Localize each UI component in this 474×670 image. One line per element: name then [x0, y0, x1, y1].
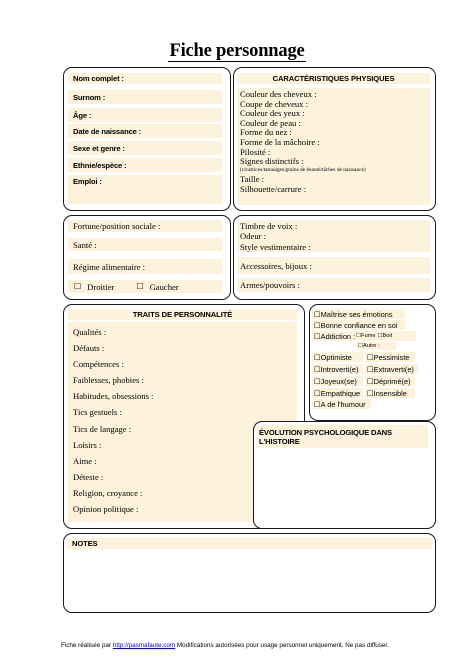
- weaknesses-label: Faiblesses, phobies :: [73, 375, 144, 386]
- page-title: [0, 41, 474, 62]
- likes-label: Aime :: [73, 455, 97, 466]
- birth-date-field[interactable]: Date de naissance :: [68, 124, 222, 138]
- title-text: Fiche personnage: [169, 41, 305, 61]
- build-label: Silhouette/carrure :: [240, 183, 307, 194]
- personality-header: TRAITS DE PERSONNALITÉ: [68, 309, 297, 320]
- nickname-field[interactable]: Surnom :: [68, 90, 222, 104]
- checkbox-icon[interactable]: ☐: [367, 388, 374, 398]
- job-field[interactable]: Emploi :: [68, 175, 222, 204]
- ethnicity-field[interactable]: Ethnie/espèce :: [68, 158, 222, 172]
- checkbox-icon[interactable]: ☐: [136, 282, 144, 291]
- drinks-label: Boit: [382, 333, 393, 339]
- checkbox-icon[interactable]: ☐: [314, 376, 321, 386]
- trait-mastery[interactable]: ☐ Maîtrise ses émotions: [312, 309, 405, 319]
- smokes-label: Fume: [361, 333, 376, 339]
- footer-link[interactable]: http://pasmafaute.com: [112, 642, 176, 649]
- jaw-shape-label: Forme de la mâchoire :: [240, 136, 320, 147]
- full-name-field[interactable]: Nom complet :: [68, 73, 222, 84]
- health-field[interactable]: Santé :: [68, 238, 222, 251]
- trait-joyful[interactable]: ☐ Joyeux(se): [312, 376, 363, 386]
- haircut-label: Coupe de cheveux :: [240, 98, 309, 109]
- fortune-field[interactable]: Fortune/position sociale :: [68, 220, 222, 232]
- physical-fields[interactable]: [237, 88, 430, 205]
- footer: Fiche réalisée par http://pasmafaute.com Modifications autorisées pour usage personnel uniquement. Ne pas diffuser.: [61, 642, 389, 649]
- checkbox-icon[interactable]: ☐: [314, 309, 321, 319]
- habits-label: Habitudes, obsessions :: [73, 391, 154, 402]
- trait-confidence[interactable]: ☐ Bonne confiance en soi: [312, 320, 405, 330]
- checkbox-icon[interactable]: ☐: [74, 282, 82, 291]
- accessories-field[interactable]: Accessoires, bijoux :: [237, 257, 430, 274]
- checkbox-icon[interactable]: ☐: [358, 343, 364, 349]
- sex-gender-field[interactable]: Sexe et genre :: [68, 141, 222, 155]
- eye-color-label: Couleur des yeux :: [240, 108, 305, 119]
- left-handed-label: Gaucher: [149, 281, 179, 292]
- trait-introvert[interactable]: ☐ Introverti(e): [312, 364, 363, 374]
- hairiness-label: Pilosité :: [240, 146, 271, 157]
- checkbox-icon[interactable]: ☐: [314, 399, 321, 409]
- handedness-row: [68, 280, 222, 293]
- checkbox-icon[interactable]: ☐: [367, 352, 374, 362]
- nose-shape-label: Forme du nez :: [240, 127, 292, 138]
- trait-other[interactable]: ☐ Autre :: [356, 342, 396, 350]
- trait-empathic[interactable]: ☐ Empathique: [312, 388, 363, 398]
- checkbox-icon[interactable]: ☐: [314, 331, 321, 341]
- qualities-label: Qualités :: [73, 327, 107, 337]
- verbal-tics-label: Tics de langage :: [73, 423, 132, 434]
- trait-optimist[interactable]: ☐ Optimiste: [312, 352, 363, 362]
- height-label: Taille :: [240, 173, 264, 184]
- physical-header: CARACTÉRISTIQUES PHYSIQUES: [237, 73, 430, 84]
- trait-insensitive[interactable]: ☐ Insensible: [365, 388, 415, 398]
- distinctive-signs-label: Signes distinctifs :: [240, 156, 304, 167]
- checkbox-icon[interactable]: ☐: [367, 376, 374, 386]
- evolution-header: ÉVOLUTION PSYCHOLOGIQUE DANS L'HISTOIRE: [257, 425, 428, 448]
- gestural-tics-label: Tics gestuels :: [73, 407, 122, 418]
- checkbox-icon[interactable]: ☐: [314, 352, 321, 362]
- hair-color-label: Couleur des cheveux :: [240, 89, 317, 99]
- hobbies-label: Loisirs :: [73, 439, 102, 450]
- clothing-style-field[interactable]: Style vestimentaire :: [237, 241, 430, 252]
- voice-field[interactable]: Timbre de voix :: [237, 220, 430, 231]
- skills-label: Compétences :: [73, 359, 124, 370]
- religion-label: Religion, croyance :: [73, 487, 143, 498]
- trait-addiction[interactable]: ☐ Addiction : ☐ Fume ☐ Boit: [312, 331, 416, 341]
- checkbox-icon[interactable]: ☐: [356, 333, 362, 339]
- trait-depressed[interactable]: ☐ Déprimé(e): [365, 376, 415, 386]
- trait-humour[interactable]: ☐ A de l'humour: [312, 399, 371, 409]
- trait-extravert[interactable]: ☐ Extraverti(e): [365, 364, 418, 374]
- checkbox-icon[interactable]: ☐: [314, 388, 321, 398]
- dislikes-label: Déteste :: [73, 471, 104, 482]
- distinctive-signs-note: (cicatrices/tatouages/grains de beauté/tâches de naissance): [240, 166, 366, 173]
- politics-label: Opinion politique :: [73, 504, 139, 515]
- checkbox-icon[interactable]: ☐: [377, 333, 383, 339]
- notes-header: NOTES: [67, 538, 432, 549]
- diet-field[interactable]: Régime alimentaire :: [68, 259, 222, 274]
- trait-pessimist[interactable]: ☐ Pessimiste: [365, 352, 415, 362]
- age-field[interactable]: Âge :: [68, 108, 222, 122]
- checkbox-icon[interactable]: ☐: [314, 364, 321, 374]
- skin-color-label: Couleur de peau :: [240, 117, 301, 128]
- flaws-label: Défauts :: [73, 343, 105, 354]
- smell-field[interactable]: Odeur :: [237, 231, 430, 241]
- right-handed-label: Droitier: [87, 281, 115, 292]
- checkbox-icon[interactable]: ☐: [314, 320, 321, 330]
- checkbox-icon[interactable]: ☐: [367, 364, 374, 374]
- weapons-field[interactable]: Armes/pouvoirs :: [237, 278, 430, 292]
